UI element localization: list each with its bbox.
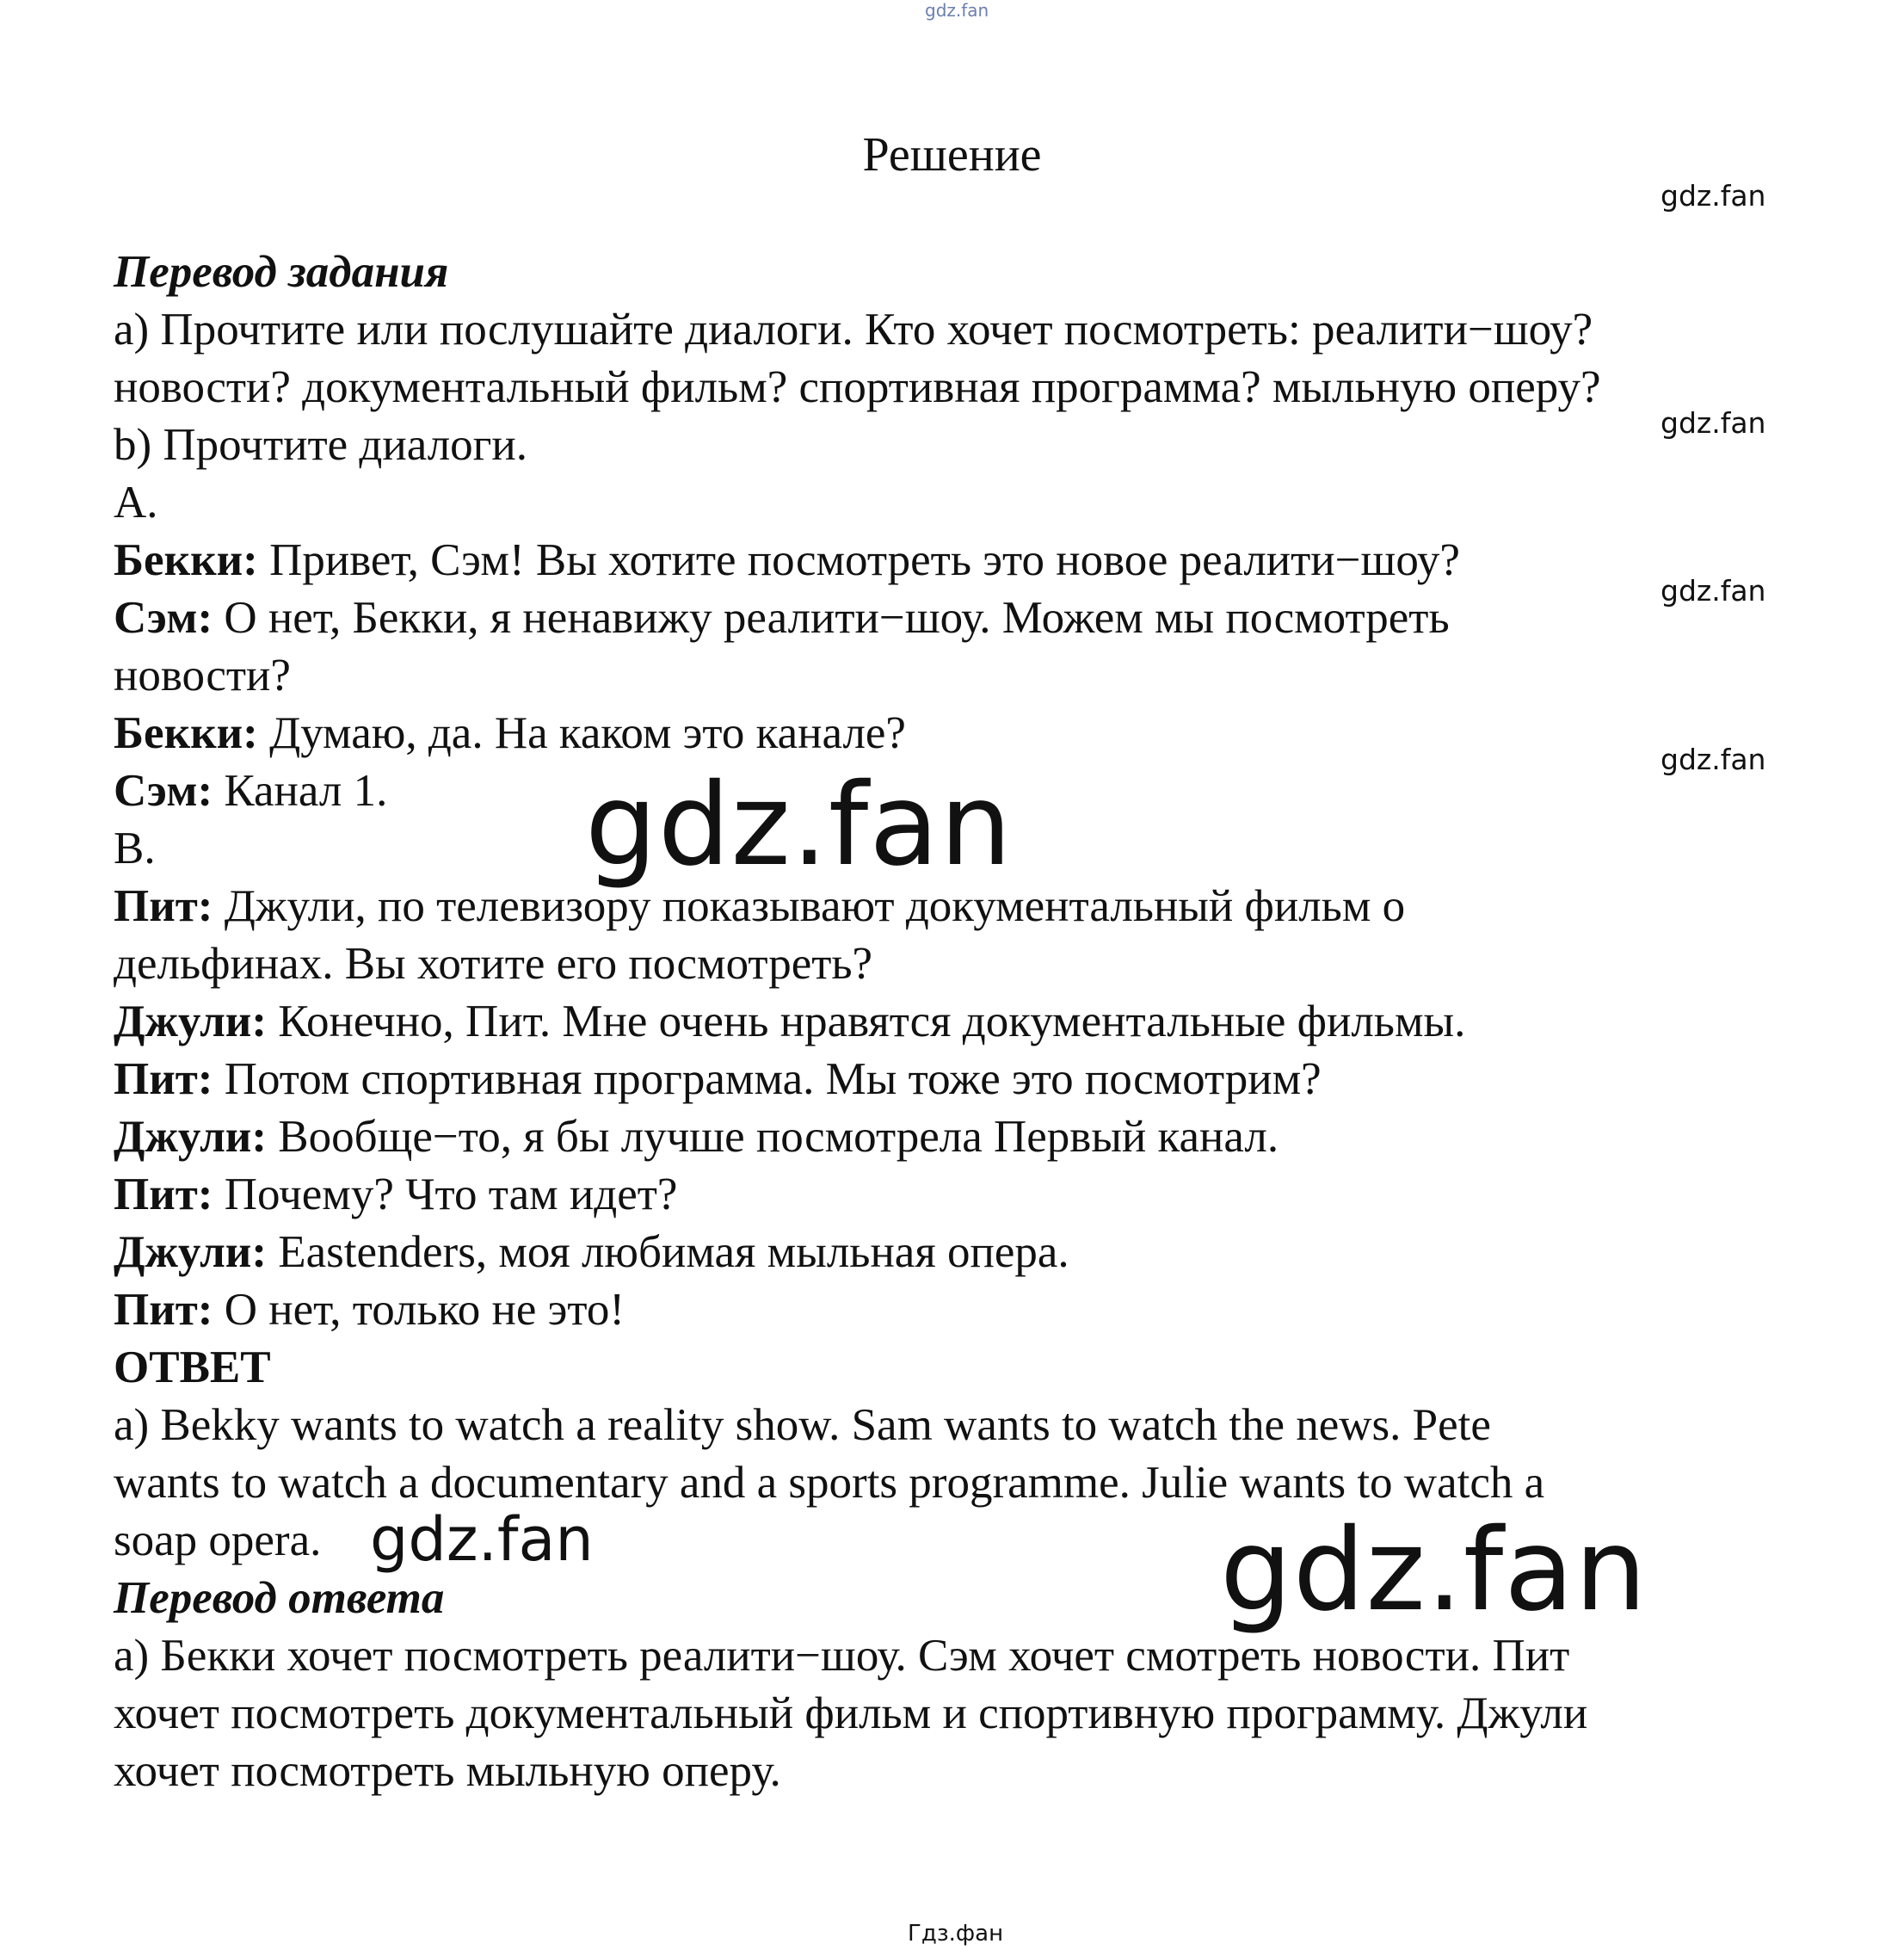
- watermark-top: gdz.fan: [925, 0, 989, 21]
- watermark-right: gdz.fan: [1661, 574, 1766, 608]
- speaker-name: Джули:: [114, 1227, 267, 1277]
- watermark-right: gdz.fan: [1661, 179, 1766, 213]
- answer-translation-line: хочет посмотреть мыльную оперу.: [114, 1746, 781, 1796]
- dialog-b-label: B.: [114, 824, 156, 873]
- dialog-line: [114, 531, 1460, 589]
- dialog-line: [114, 762, 387, 820]
- watermark-bottom: Гдз.фан: [908, 1921, 1004, 1947]
- dialog-text: Думаю, да. На каком это канале?: [257, 708, 906, 758]
- speaker-name: Сэм:: [114, 766, 213, 816]
- speaker-name: Бекки:: [114, 708, 258, 758]
- dialog-text: Вообще−то, я бы лучше посмотрела Первый канал.: [267, 1112, 1279, 1162]
- dialog-text: Джули, по телевизору показывают документальный фильм о: [213, 881, 1406, 931]
- dialog-line: [114, 1108, 1279, 1166]
- page-title: Решение: [862, 128, 1042, 182]
- dialog-text: Привет, Сэм! Вы хотите посмотреть это новое реалити−шоу?: [257, 535, 1460, 585]
- dialog-text: О нет, только не это!: [213, 1285, 625, 1335]
- task-heading: Перевод задания: [114, 247, 449, 297]
- task-a-line: новости? документальный фильм? спортивная программа? мыльную оперу?: [114, 362, 1601, 412]
- dialog-line: [114, 1223, 1069, 1281]
- watermark-right: gdz.fan: [1661, 406, 1766, 440]
- answer-line: a) Bekky wants to watch a reality show. Sam wants to watch the news. Pete: [114, 1400, 1491, 1450]
- dialog-text: Потом спортивная программа. Мы тоже это посмотрим?: [213, 1054, 1322, 1104]
- dialog-line: [114, 1165, 677, 1224]
- speaker-name: Джули:: [114, 1112, 267, 1162]
- dialog-text: Канал 1.: [213, 766, 388, 816]
- answer-heading: ОТВЕТ: [114, 1342, 271, 1392]
- answer-line: soap opera.: [114, 1515, 322, 1565]
- answer-translation-line: хочет посмотреть документальный фильм и спортивную программу. Джули: [114, 1688, 1588, 1738]
- dialog-text: Почему? Что там идет?: [213, 1169, 678, 1219]
- dialog-line: [114, 704, 906, 762]
- dialog-line-continuation: новости?: [114, 651, 291, 700]
- watermark-inline: gdz.fan: [370, 1504, 594, 1575]
- speaker-name: Пит:: [114, 881, 213, 931]
- speaker-name: Пит:: [114, 1054, 213, 1104]
- dialog-line: [114, 589, 1450, 647]
- watermark-big-center: gdz.fan: [585, 759, 1013, 892]
- dialog-line: [114, 1280, 625, 1339]
- speaker-name: Сэм:: [114, 593, 213, 643]
- dialog-text: Eastenders, моя любимая мыльная опера.: [267, 1227, 1069, 1277]
- dialog-line: [114, 1050, 1322, 1108]
- dialog-text: О нет, Бекки, я ненавижу реалити−шоу. Можем мы посмотреть: [213, 593, 1450, 643]
- watermark-big-lower: gdz.fan: [1220, 1504, 1648, 1637]
- speaker-name: Пит:: [114, 1285, 213, 1335]
- speaker-name: Пит:: [114, 1169, 213, 1219]
- answer-translation-line: а) Бекки хочет посмотреть реалити−шоу. Сэм хочет смотреть новости. Пит: [114, 1631, 1570, 1681]
- task-a-line: a) Прочтите или послушайте диалоги. Кто хочет посмотреть: реалити−шоу?: [114, 305, 1593, 355]
- task-b-line: b) Прочтите диалоги.: [114, 420, 528, 470]
- answer-translation-heading: Перевод ответа: [114, 1573, 445, 1623]
- answer-line: wants to watch a documentary and a sports programme. Julie wants to watch a: [114, 1458, 1545, 1508]
- dialog-line: [114, 992, 1465, 1051]
- watermark-right: gdz.fan: [1661, 743, 1766, 776]
- speaker-name: Джули:: [114, 997, 267, 1046]
- dialog-a-label: A.: [114, 478, 158, 528]
- dialog-line-continuation: дельфинах. Вы хотите его посмотреть?: [114, 939, 873, 989]
- speaker-name: Бекки:: [114, 535, 258, 585]
- dialog-text: Конечно, Пит. Мне очень нравятся документальные фильмы.: [267, 997, 1466, 1046]
- dialog-line: [114, 877, 1405, 935]
